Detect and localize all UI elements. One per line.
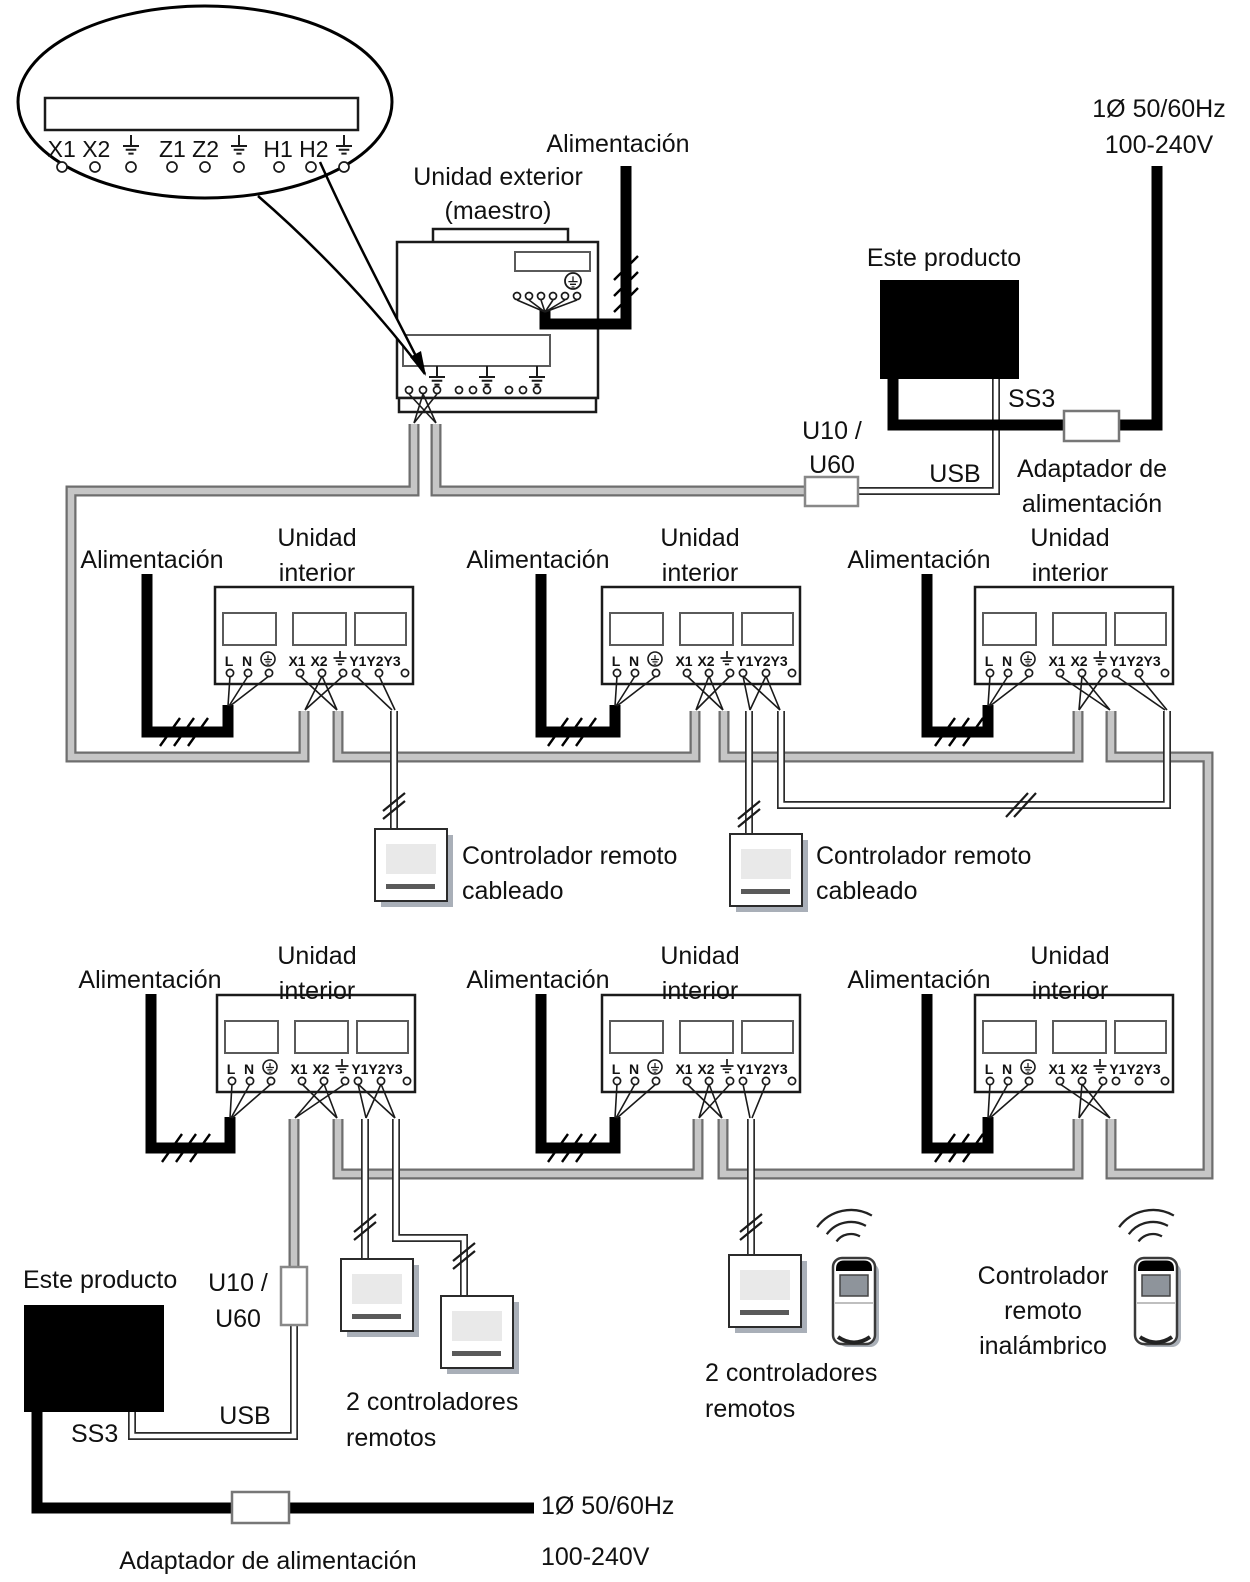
product-label-top: Este producto: [866, 244, 1022, 272]
wireless-remote-label-line3: inalámbrico: [979, 1332, 1107, 1360]
indoor3-label-line2: interior: [1031, 559, 1109, 587]
two-remotes1-label-line2: remotos: [346, 1424, 437, 1452]
indoor5-label-line1: Unidad: [660, 942, 740, 970]
indoor-unit-3: [975, 587, 1173, 684]
outdoor-unit-label-line2: (maestro): [444, 197, 552, 225]
indoor2-power-label: Alimentación: [466, 546, 610, 574]
balloon-terminals-x: X1 X2: [47, 136, 111, 162]
indoor6-label-line1: Unidad: [1030, 942, 1110, 970]
indoor1-label-line1: Unidad: [277, 524, 357, 552]
power-adapter-bottom: [232, 1492, 289, 1523]
indoor3-label-line1: Unidad: [1030, 524, 1110, 552]
two-remotes2-label-line2: remotos: [705, 1395, 796, 1423]
wiring-diagram: L X1 X2 Z1 Z2 H1 H2 Alimentación Unidad exterior (maestro) Este producto 1Ø 50/60Hz 100-240V SS3 U10 / U60 USB Adaptador de alimentación Alimentación Alimentación Alimentación Unidad interior Unidad interior Unidad interior Controlador remoto cableado Controlador remoto cableado Alimentación Alimentación Alimentación Unidad interior Unidad interior Unidad interior Este producto U10 / U60 USB SS3 2 controladores remotos 2 controladores remotos Controlador remoto inalámbrico 1Ø 50/60Hz 100-240V Adaptador de alimentación: [0, 0, 1250, 1582]
usb-label-top: USB: [929, 460, 981, 488]
indoor-unit-6: [975, 995, 1173, 1092]
power-adapter-top: [1064, 411, 1119, 441]
wireless-remote-1: [833, 1258, 879, 1347]
indoor4-label-line1: Unidad: [277, 942, 357, 970]
u10-label-top: U10 /: [802, 417, 862, 445]
indoor2-label-line2: interior: [661, 559, 739, 587]
u60-label-top: U60: [809, 451, 855, 479]
wired-remote-1: [375, 829, 453, 907]
balloon-terminals-z: Z1 Z2: [158, 136, 220, 162]
wireless-remote-label-line1: Controlador: [977, 1262, 1109, 1290]
u10-u60-connector-top: [805, 477, 858, 506]
indoor2-label-line1: Unidad: [660, 524, 740, 552]
power-spec-top-line2: 100-240V: [1104, 131, 1214, 159]
product-box-top: [880, 280, 1019, 379]
indoor6-power-label: Alimentación: [847, 966, 991, 994]
indoor6-label-line2: interior: [1031, 977, 1109, 1005]
indoor1-power-label: Alimentación: [80, 546, 224, 574]
usb-label-bottom: USB: [219, 1402, 271, 1430]
power-spec-top-line1: 1Ø 50/60Hz: [1092, 95, 1226, 123]
outdoor-unit-label-line1: Unidad exterior: [413, 163, 583, 191]
outdoor-power-label: Alimentación: [546, 130, 690, 158]
power-spec-bottom-line1: 1Ø 50/60Hz: [541, 1492, 675, 1520]
ss3-label-bottom: SS3: [71, 1420, 119, 1448]
product-label-bottom: Este producto: [23, 1266, 178, 1294]
balloon-terminals-h: H1 H2: [263, 136, 329, 162]
two-remotes2-label-line1: 2 controladores: [705, 1359, 878, 1387]
indoor-unit-1: [215, 587, 413, 684]
adapter-label-top-line1: Adaptador de: [1016, 455, 1168, 483]
wired-remote1-label-line1: Controlador remoto: [462, 842, 678, 870]
wired-remote2-label-line1: Controlador remoto: [816, 842, 1032, 870]
indoor1-label-line2: interior: [278, 559, 356, 587]
signal-waves-icon: [1117, 1205, 1178, 1245]
terminal-detail-balloon: [18, 6, 426, 376]
u60-label-bottom: U60: [215, 1305, 261, 1333]
wired-remote1-label-line2: cableado: [462, 877, 564, 905]
u10-label-bottom: U10 /: [208, 1269, 268, 1297]
ss3-label-top: SS3: [1008, 385, 1056, 413]
wired-remote-3: [341, 1259, 419, 1337]
indoor-unit-2: [602, 587, 800, 684]
indoor5-label-line2: interior: [661, 977, 739, 1005]
indoor4-power-label: Alimentación: [78, 966, 222, 994]
wired-remote2-label-line2: cableado: [816, 877, 918, 905]
indoor4-label-line2: interior: [278, 977, 356, 1005]
adapter-label-top-line2: alimentación: [1021, 490, 1163, 518]
signal-waves-icon: [815, 1205, 876, 1245]
indoor5-power-label: Alimentación: [466, 966, 610, 994]
wired-remote-4: [441, 1296, 519, 1374]
u10-u60-connector-bottom: [281, 1267, 307, 1325]
product-box-bottom: [24, 1305, 164, 1412]
power-spec-bottom-line2: 100-240V: [541, 1543, 650, 1571]
wired-remote-2: [730, 834, 808, 912]
indoor3-power-label: Alimentación: [847, 546, 991, 574]
indoor-unit-4: [217, 995, 415, 1092]
wireless-remote-2: [1135, 1258, 1181, 1347]
adapter-label-bottom: Adaptador de alimentación: [119, 1547, 417, 1575]
indoor-unit-5: [602, 995, 800, 1092]
two-remotes1-label-line1: 2 controladores: [346, 1388, 519, 1416]
protective-earth-icon: [565, 273, 581, 289]
wired-remote-5: [729, 1255, 807, 1333]
wireless-remote-label-line2: remoto: [1004, 1297, 1082, 1325]
